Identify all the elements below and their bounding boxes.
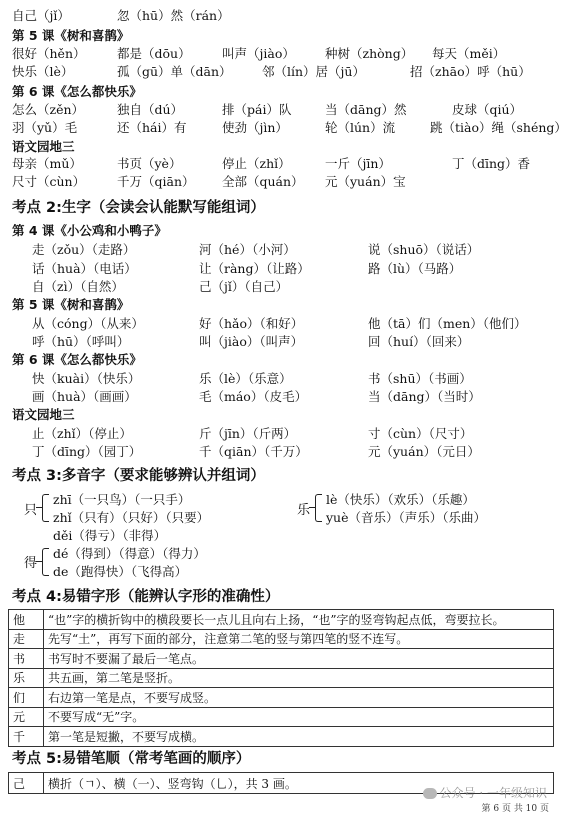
s2-lesson4-title: 第 4 课《小公鸡和小鸭子》 (12, 223, 167, 238)
char-entry: 话（huà）（电话） (32, 261, 137, 276)
table-cell-note: 共五画，第二笔是竖折。 (44, 668, 554, 688)
watermark (423, 784, 547, 801)
kaodian-3-title: 考点 3:多音字（要求能够辨认并组词） (12, 468, 265, 484)
s2-lesson6-title: 第 6 课《怎么都快乐》 (12, 352, 142, 367)
word-entry: 一斤（jīn） (325, 156, 391, 171)
polyphone-reading: zhǐ（只有）（只好）（只要） (53, 510, 210, 525)
word-entry: 千万（qiān） (117, 174, 195, 189)
brace-zhi-tick (36, 507, 42, 508)
char-entry: 呼（hū）（呼叫） (32, 334, 130, 349)
char-entry: 河（hé）（小河） (199, 242, 296, 257)
char-entry: 好（hǎo）（和好） (199, 316, 304, 331)
kaodian-5-title: 考点 5:易错笔顺（常考笔画的顺序） (12, 751, 251, 767)
word-entry: 招（zhāo）呼（hū） (410, 64, 531, 79)
brace-le-tick (309, 507, 315, 508)
word-entry: 羽（yǔ）毛 (12, 120, 78, 135)
word-entry: 还（hái）有 (117, 120, 187, 135)
table-cell-char: 书 (9, 649, 44, 669)
word-entry: 快乐（lè） (12, 64, 74, 79)
polyphone-char-le: 乐 (297, 503, 311, 518)
char-entry: 叫（jiào）（叫声） (199, 334, 304, 349)
char-entry: 当（dāng）（当时） (368, 389, 481, 404)
s2-lesson5-title: 第 5 课《树和喜鹊》 (12, 297, 130, 312)
char-entry: 丁（dīng）（园丁） (32, 444, 142, 459)
word-entry: 皮球（qiú） (452, 102, 523, 117)
s1-lesson6-title: 第 6 课《怎么都快乐》 (12, 84, 142, 99)
word-entry: 母亲（mǔ） (12, 156, 82, 171)
table-row (9, 707, 554, 727)
word-entry: 使劲（jìn） (222, 120, 288, 135)
char-entry: 画（huà）（画画） (32, 389, 137, 404)
table-cell-char: 们 (9, 688, 44, 708)
table-row (9, 610, 554, 630)
brace-de (42, 548, 49, 576)
word-entry: 都是（dōu） (117, 46, 191, 61)
table-cell-note: 横折（ㄱ）、横（一）、竖弯钩（乚），共 3 画。 (44, 773, 554, 794)
char-entry: 乐（lè）（乐意） (199, 371, 292, 386)
polyphone-char-zhi: 只 (24, 503, 38, 518)
brace-le (315, 494, 322, 522)
word-entry: 自己（jǐ） (12, 8, 70, 23)
word-entry: 叫声（jiào） (222, 46, 295, 61)
table-cell-note: 书写时不要漏了最后一笔点。 (44, 649, 554, 669)
wechat-icon (423, 788, 437, 799)
char-entry: 千（qiān）（千万） (199, 444, 308, 459)
word-entry: 每天（měi） (432, 46, 506, 61)
table-cell-note: “也”字的横折钩中的横段要长一点儿且向右上扬，“也”字的竖弯钩起点低，弯要拉长。 (44, 610, 554, 630)
s2-garden-title: 语文园地三 (12, 407, 75, 422)
word-entry: 排（pái）队 (222, 102, 292, 117)
char-entry: 元（yuán）（元日） (368, 444, 480, 459)
char-entry: 快（kuài）（快乐） (32, 371, 141, 386)
polyphone-reading: de（跑得快）（飞得高） (53, 564, 188, 579)
char-entry: 止（zhǐ）（停止） (32, 426, 132, 441)
char-entry: 说（shuō）（说话） (368, 242, 480, 257)
word-entry: 元（yuán）宝 (325, 174, 406, 189)
table-row (9, 727, 554, 747)
char-entry: 书（shū）（书画） (368, 371, 472, 386)
word-entry: 怎么（zěn） (12, 102, 85, 117)
table-cell-note: 先写“土”，再写下面的部分，注意第二笔的竖与第四笔的竖不连写。 (44, 629, 554, 649)
word-entry: 种树（zhòng） (325, 46, 414, 61)
kaodian-2-title: 考点 2:生字（会读会认能默写能组词） (12, 200, 265, 216)
word-entry: 书页（yè） (117, 156, 182, 171)
word-entry: 当（dāng）然 (325, 102, 407, 117)
polyphone-reading: zhī（一只鸟）（一只手） (53, 492, 191, 507)
char-entry: 自（zì）（自然） (32, 279, 124, 294)
word-entry: 独自（dú） (117, 102, 184, 117)
table-cell-note: 不要写成“无”字。 (44, 707, 554, 727)
watermark-text: 公众号 · 一年级知识 (439, 786, 547, 800)
table-cell-char: 己 (9, 773, 44, 794)
table-cell-note: 右边第一笔是点，不要写成竖。 (44, 688, 554, 708)
table-cell-char: 乐 (9, 668, 44, 688)
word-entry: 孤（gū）单（dān） (117, 64, 232, 79)
word-entry: 停止（zhǐ） (222, 156, 291, 171)
word-entry: 尺寸（cùn） (12, 174, 86, 189)
char-entry: 路（lù）（马路） (368, 261, 462, 276)
word-entry: 全部（quán） (222, 174, 304, 189)
polyphone-char-de: 得 (24, 556, 38, 571)
char-entry: 他（tā）们（men）（他们） (368, 316, 527, 331)
table-row (9, 649, 554, 669)
char-entry: 走（zǒu）（走路） (32, 242, 136, 257)
char-entry: 让（ràng）（让路） (199, 261, 310, 276)
s1-lesson5-title: 第 5 课《树和喜鹊》 (12, 28, 130, 43)
table-cell-char: 他 (9, 610, 44, 630)
kaodian-4-title: 考点 4:易错字形（能辨认字形的准确性） (12, 589, 280, 605)
char-entry: 回（huí）（回来） (368, 334, 470, 349)
polyphone-reading: dé（得到）（得意）（得力） (53, 546, 206, 561)
page-number: 第 6 页 共 10 页 (481, 804, 549, 814)
s1-garden-title: 语文园地三 (12, 139, 75, 154)
brace-de-tick (36, 561, 42, 562)
table-row (9, 688, 554, 708)
polyphone-reading: lè（快乐）（欢乐）（乐趣） (326, 492, 475, 507)
char-entry: 寸（cùn）（尺寸） (368, 426, 473, 441)
table-row (9, 629, 554, 649)
word-entry: 忽（hū）然（rán） (117, 8, 230, 23)
error-glyph-table (8, 609, 554, 747)
polyphone-reading: yuè（音乐）（声乐）（乐曲） (326, 510, 487, 525)
table-row (9, 668, 554, 688)
table-cell-char: 元 (9, 707, 44, 727)
word-entry: 很好（hěn） (12, 46, 86, 61)
polyphone-reading: děi（得亏）（非得） (53, 528, 167, 543)
word-entry: 邻（lín）居（jū） (262, 64, 365, 79)
char-entry: 毛（máo）（皮毛） (199, 389, 308, 404)
brace-zhi (42, 494, 49, 522)
char-entry: 从（cóng）（从来） (32, 316, 144, 331)
char-entry: 斤（jīn）（斤两） (199, 426, 297, 441)
word-entry: 跳（tiào）绳（shéng） (430, 120, 567, 135)
word-entry: 轮（lún）流 (325, 120, 396, 135)
table-cell-note: 第一笔是短撇，不要写成横。 (44, 727, 554, 747)
word-entry: 丁（dīng）香 (452, 156, 531, 171)
table-cell-char: 走 (9, 629, 44, 649)
char-entry: 己（jǐ）（自己） (199, 279, 289, 294)
table-cell-char: 千 (9, 727, 44, 747)
